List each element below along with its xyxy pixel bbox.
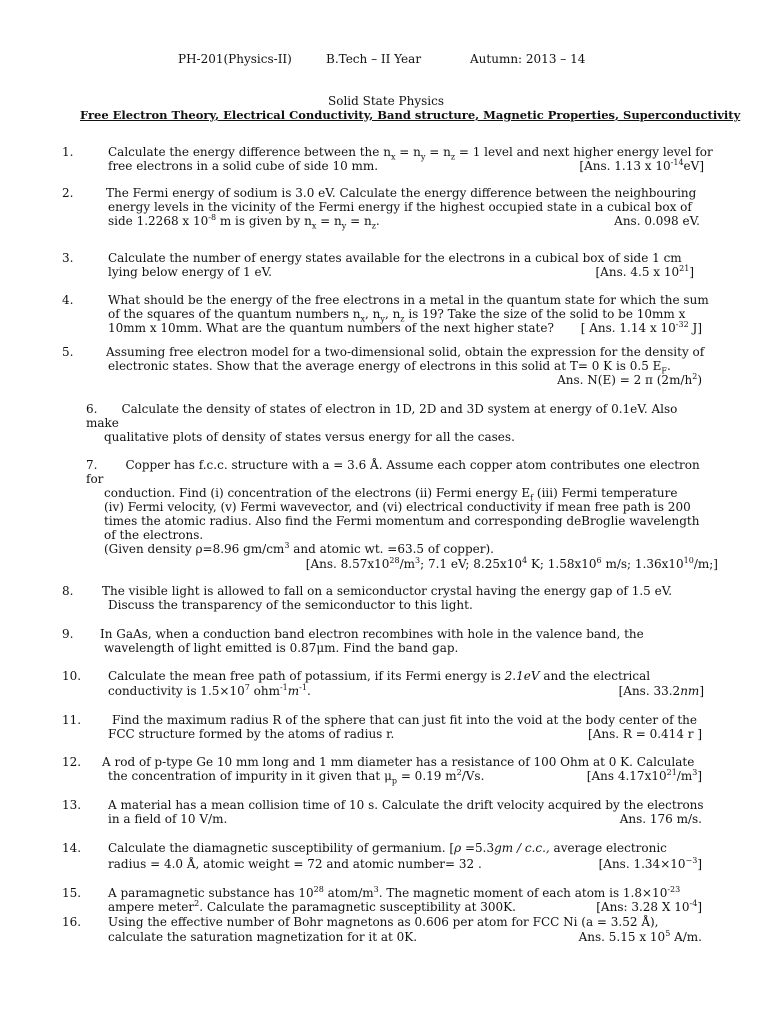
q4-line-1: What should be the energy of the free electrons in a metal in the quantum state for which the sum: [108, 293, 709, 307]
q10-answer: [Ans. 33.2nm]: [618, 684, 704, 698]
q7-line-1-wrap: for: [86, 472, 104, 486]
q13-answer: Ans. 176 m/s.: [619, 812, 702, 826]
q10-line-2: conductivity is $1.5\times 10^7$ $ohm^{-1}m^{-1}$.: [108, 683, 311, 698]
q5-answer: Ans. N(E) = 2 π $(2m/h^2)$: [557, 372, 702, 387]
q7-answer: [Ans. $8.57x10^{28}/m^3$; 7.1 eV; $8.25x10^4$ K; $1.58x10^6$ m/s; $1.36x10^{10}/m$;]: [305, 556, 718, 571]
q12-answer: [Ans $4.17x10^{21}/m^3$]: [586, 768, 702, 783]
course-code: PH-201(Physics-II): [178, 52, 292, 66]
q16-number: 16.: [62, 915, 82, 929]
q5-number: 5.: [62, 345, 74, 359]
q5-line-2: electronic states. Show that the average energy of electrons in this solid at T= 0 K is 0.5 $E_F$.: [108, 359, 671, 376]
q8-number: 8.: [62, 584, 74, 598]
q11-line-2: FCC structure formed by the atoms of radius r.: [108, 727, 395, 741]
q8-line-1: The visible light is allowed to fall on a semiconductor crystal having the energy gap of 1.5 eV.: [102, 584, 673, 598]
q2-line-2: energy levels in the vicinity of the Fermi energy if the highest occupied state in a cubical box of: [108, 200, 692, 214]
q16-line-1: Using the effective number of Bohr magnetons as 0.606 per atom for FCC Ni (a = 3.52 Å),: [108, 915, 659, 929]
q1-line-1: Calculate the energy difference between the $n_x = n_y = n_z = 1$ level and next higher energy level for: [108, 145, 713, 162]
q10-number: 10.: [62, 669, 82, 683]
q14-number: 14.: [62, 841, 82, 855]
q2-line-1: The Fermi energy of sodium is 3.0 eV. Calculate the energy difference between the neighbouring: [106, 186, 697, 200]
q1-line-2: free electrons in a solid cube of side 10 mm.: [108, 159, 379, 173]
q3-number: 3.: [62, 251, 74, 265]
q7-number: 7.: [86, 458, 98, 472]
q15-answer: [Ans: 3.28 X $10^{-4}$]: [596, 899, 702, 914]
q14-answer: [Ans. $1.34\times 10^{-3}$]: [598, 856, 702, 871]
q7-line-2: conduction. Find (i) concentration of the electrons (ii) Fermi energy $E_f$ (iii) Fermi temperature: [104, 486, 678, 503]
q15-line-2: ampere meter$^2$. Calculate the paramagnetic susceptibility at 300K.: [108, 899, 516, 914]
q7-line-5: of the electrons.: [104, 528, 204, 542]
q6-line-1-wrap: make: [86, 416, 119, 430]
q11-number: 11.: [62, 713, 82, 727]
q2-number: 2.: [62, 186, 74, 200]
q9-line-2: wavelength of light emitted is 0.87μm. Find the band gap.: [104, 641, 459, 655]
q7-line-3: (iv) Fermi velocity, (v) Fermi wavevector, and (vi) electrical conductivity if mean free path is 200: [104, 500, 691, 514]
q15-line-1: A paramagnetic substance has $10^{28}$ atom/$m^3$. The magnetic moment of each atom is $1.8\times 10^{-23}$: [108, 885, 681, 900]
year-label: B.Tech – II Year: [326, 52, 422, 66]
session-label: Autumn: 2013 – 14: [470, 52, 586, 66]
q1-number: 1.: [62, 145, 74, 159]
q11-answer: [Ans. R = 0.414 r ]: [588, 727, 702, 741]
q3-answer: [Ans. 4.5 x $10^{21}$]: [595, 264, 694, 279]
q13-line-2: in a field of 10 V/m.: [108, 812, 228, 826]
q16-answer: Ans. 5.15 x $10^5$ A/m.: [578, 929, 702, 944]
q14-line-2: radius = 4.0 Å, atomic weight = 72 and atomic number= 32 .: [108, 857, 482, 871]
q16-line-2: calculate the saturation magnetization for it at 0K.: [108, 930, 418, 944]
q5-line-1: Assuming free electron model for a two-dimensional solid, obtain the expression for the density of: [106, 345, 705, 359]
q8-line-2: Discuss the transparency of the semiconductor to this light.: [108, 598, 473, 612]
q12-number: 12.: [62, 755, 82, 769]
q1-answer: [Ans. 1.13 x $10^{-14}eV$]: [579, 158, 704, 173]
q7-line-6: (Given density ρ=8.96 $gm/cm^3$ and atomic wt. =63.5 of copper).: [104, 541, 494, 556]
q3-line-1: Calculate the number of energy states available for the electrons in a cubical box of side 1 cm: [108, 251, 682, 265]
q15-number: 15.: [62, 886, 82, 900]
q12-line-2: the concentration of impurity in it given that $\mu_p = 0.19$ $m^2/Vs$.: [108, 768, 485, 786]
q13-number: 13.: [62, 798, 82, 812]
topics-heading: Free Electron Theory, Electrical Conductivity, Band structure, Magnetic Properties, Superconductivity: [80, 108, 741, 122]
q7-line-1: 7. Copper has f.c.c. structure with a = 3.6 Å. Assume each copper atom contributes one electron: [86, 458, 700, 472]
q6-line-2: qualitative plots of density of states versus energy for all the cases.: [104, 430, 515, 444]
q2-line-3: side 1.2268 x $10^{-8}$ m is given by $n_x = n_y = n_z$.: [108, 213, 380, 231]
q11-line-1: Find the maximum radius R of the sphere that can just fit into the void at the body center of the: [112, 713, 697, 727]
q4-number: 4.: [62, 293, 74, 307]
q4-line-3: 10mm x 10mm. What are the quantum numbers of the next higher state?: [108, 321, 554, 335]
q4-line-2: of the squares of the quantum numbers $n_x$, $n_y$, $n_z$ is 19? Take the size of the solid to be 10mm x: [108, 307, 686, 324]
q12-line-1: A rod of p-type Ge 10 mm long and 1 mm diameter has a resistance of 100 Ohm at 0 K. Calculate: [102, 755, 695, 769]
q6-line-1: 6. Calculate the density of states of electron in 1D, 2D and 3D system at energy of 0.1eV. Also: [86, 402, 678, 416]
subject-title: Solid State Physics: [328, 94, 445, 108]
q3-line-2: lying below energy of 1 eV.: [108, 265, 272, 279]
q9-line-1: In GaAs, when a conduction band electron recombines with hole in the valence band, the: [100, 627, 644, 641]
q7-line-4: times the atomic radius. Also find the Fermi momentum and corresponding deBroglie wavelength: [104, 514, 700, 528]
q4-answer: [ Ans. 1.14 x $10^{-32}$ J]: [580, 320, 702, 335]
q2-answer: Ans. 0.098 eV.: [614, 214, 700, 228]
q13-line-1: A material has a mean collision time of 10 s. Calculate the drift velocity acquired by the electrons: [108, 798, 704, 812]
q14-line-1: Calculate the diamagnetic susceptibility of germanium. [ρ =5.3gm / c.c., average electronic: [108, 841, 667, 855]
q9-number: 9.: [62, 627, 74, 641]
q6-number: 6.: [86, 402, 98, 416]
q10-line-1: Calculate the mean free path of potassium, if its Fermi energy is 2.1eV and the electrical: [108, 669, 651, 683]
